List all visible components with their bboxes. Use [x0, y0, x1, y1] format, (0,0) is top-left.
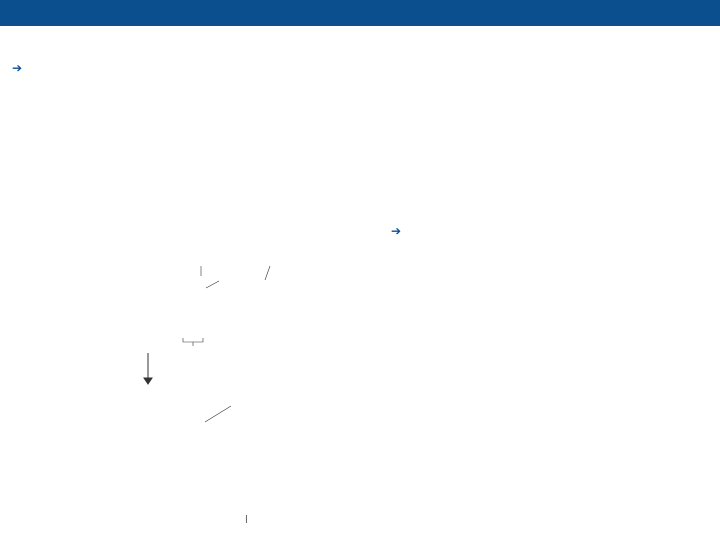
bullet-list: [12, 58, 712, 80]
arrow-right-icon: ➔: [12, 61, 22, 75]
explanation-column: [391, 216, 711, 242]
header-bar: [0, 0, 720, 26]
hydrolysis-text: [391, 220, 711, 242]
journal-credit: |: [245, 514, 248, 523]
bullet-3: [12, 58, 712, 80]
microtubule-figure: [33, 250, 385, 485]
arrow-right-icon: ➔: [391, 224, 401, 238]
